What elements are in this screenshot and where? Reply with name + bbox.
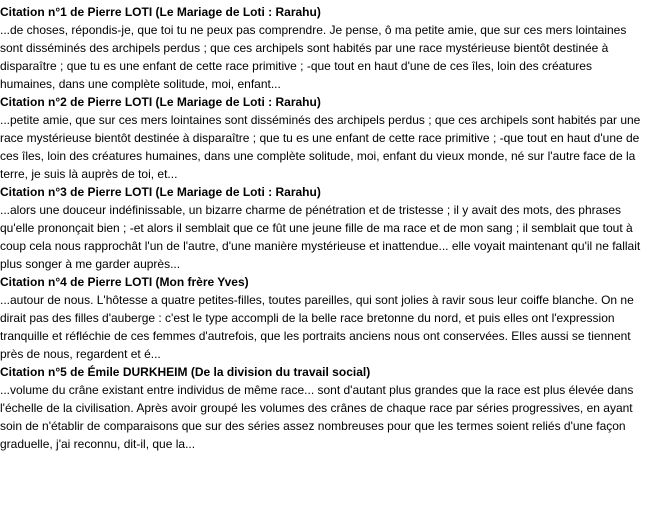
citation-list: [0, 3, 650, 453]
citation-title: Citation n°5 de Émile DURKHEIM (De la division du travail social): [0, 365, 371, 379]
citation-1: [0, 3, 650, 93]
citation-title: Citation n°3 de Pierre LOTI (Le Mariage de Loti : Rarahu): [0, 185, 321, 199]
citation-text: ...autour de nous. L'hôtesse a quatre petites-filles, toutes pareilles, qui sont jolies à ravir sous leur coiffe blanche. On ne dirait pas des filles d'auberge : c'est le type accompli de la belle race bretonne du nord, et puis elles ont l'expression tranquille et réfléchie de ces femmes d'autrefois, que les portraits anciens nous ont conservées. Elles aussi se tiennent près de nous, regardent et é...: [0, 293, 634, 361]
citation-text: ...de choses, répondis-je, que toi tu ne peux pas comprendre. Je pense, ô ma petite amie, que sur ces mers lointaines sont disséminés des archipels perdus ; que ces archipels sont habités par une race mystérieuse bientôt destinée à disparaître ; que tu es une enfant de cette race primitive ; -que tout en haut d'une de ces îles, loin des créatures humaines, dans une complète solitude, moi, enfant...: [0, 23, 627, 91]
citation-text: ...volume du crâne existant entre individus de même race... sont d'autant plus grandes que la race est plus élevée dans l'échelle de la civilisation. Après avoir groupé les volumes des crânes de chaque race par séries progressives, en ayant soin de n'établir de comparaisons que sur des séries assez nombreuses pour que les termes soient reliés d'une façon graduelle, j'ai reconnu, dit-il, que la...: [0, 383, 634, 451]
citation-4: [0, 273, 650, 363]
citation-3: [0, 183, 650, 273]
citation-text: ...petite amie, que sur ces mers lointaines sont disséminés des archipels perdus ; que ces archipels sont habités par une race mystérieuse bientôt destinée à disparaître ; que tu es une enfant de cette race primitive ; -que tout en haut d'une de ces îles, loin des créatures humaines, dans une complète solitude, moi, enfant du vieux monde, né sur l'autre face de la terre, je suis là auprès de toi, et...: [0, 113, 641, 181]
citation-title: Citation n°1 de Pierre LOTI (Le Mariage de Loti : Rarahu): [0, 5, 321, 19]
citation-title: Citation n°4 de Pierre LOTI (Mon frère Yves): [0, 275, 249, 289]
citation-5: [0, 363, 650, 453]
citation-text: ...alors une douceur indéfinissable, un bizarre charme de pénétration et de tristesse ; il y avait des mots, des phrases qu'elle prononçait bien ; -et alors il semblait que ce fût une jeune fille de ma race et de mon sang ; il semblait que tout à coup cela nous rapprochât l'un de l'autre, d'une manière mystérieuse et inattendue... elle voyait maintenant qu'il ne fallait plus songer à me garder auprès...: [0, 203, 641, 271]
citation-2: [0, 93, 650, 183]
citation-title: Citation n°2 de Pierre LOTI (Le Mariage de Loti : Rarahu): [0, 95, 321, 109]
